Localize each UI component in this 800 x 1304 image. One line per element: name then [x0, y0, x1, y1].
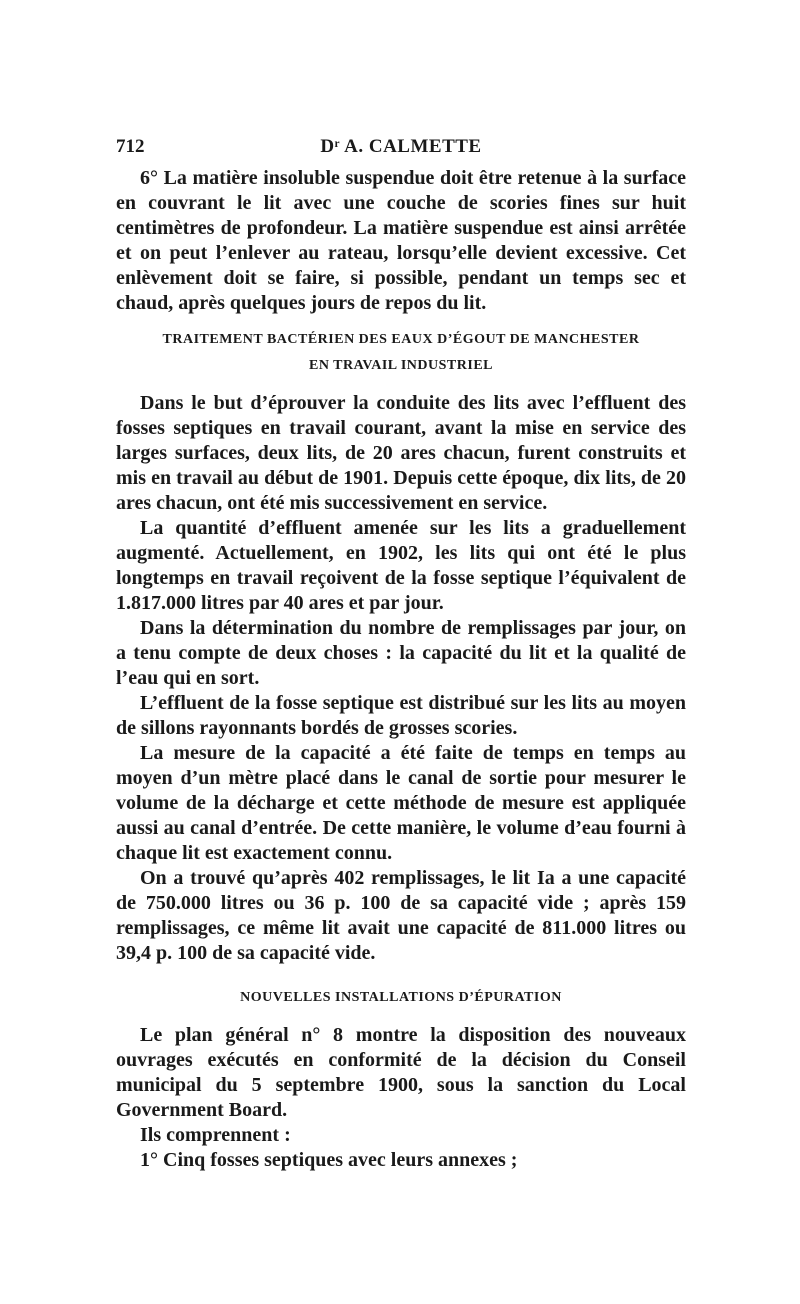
section2-paragraph: Ils comprennent : [140, 1124, 291, 1146]
section2-list-item: 1° Cinq fosses septiques avec leurs annexes ; [140, 1149, 518, 1171]
section-heading-line-1: TRAITEMENT BACTÉRIEN DES EAUX D’ÉGOUT DE MANCHESTER [162, 332, 640, 347]
section2-paragraph: Le plan général n° 8 montre la disposition des nouveaux ouvrages exécutés en conformité de la décision du Conseil municipal du 5 septembre 1900, sous la sanction du Local Government Board. [116, 1024, 686, 1121]
page-number: 712 [116, 136, 145, 157]
section1-paragraph: On a trouvé qu’après 402 remplissages, le lit Ia a une capacité de 750.000 litres ou 36 p. 100 de sa capacité vide ; après 159 remplissages, ce même lit avait une capacité de 811.000 litres ou 39,4 p. 100 de sa capacité vide. [116, 867, 686, 964]
section1-paragraph: La mesure de la capacité a été faite de temps en temps au moyen d’un mètre placé dans le canal de sortie pour mesurer le volume de la décharge et cette méthode de mesure est appliquée aussi au canal d’entrée. De cette manière, le volume d’eau fourni à chaque lit est exactement connu. [116, 742, 686, 864]
section1-paragraph: L’effluent de la fosse septique est distribué sur les lits au moyen de sillons rayonnants bordés de grosses scories. [116, 692, 686, 739]
section2-heading: NOUVELLES INSTALLATIONS D’ÉPURATION [240, 990, 562, 1005]
section1-paragraph: La quantité d’effluent amenée sur les lits a graduellement augmenté. Actuellement, en 1902, les lits qui ont été le plus longtemps en travail reçoivent de la fosse septique l’équivalent de 1.817.000 litres par 40 ares et par jour. [116, 517, 686, 614]
intro-paragraph: 6° La matière insoluble suspendue doit être retenue à la surface en couvrant le lit avec une couche de scories fines sur huit centimètres de profondeur. La matière suspendue est ainsi arrêtée et on peut l’enlever au rateau, lorsqu’elle devient excessive. Cet enlèvement doit se faire, si possible, pendant un temps sec et chaud, après quelques jours de repos du lit. [116, 167, 686, 314]
section-heading-line-2: EN TRAVAIL INDUSTRIEL [308, 358, 494, 373]
section1-paragraph: Dans la détermination du nombre de remplissages par jour, on a tenu compte de deux choses : la capacité du lit et la qualité de l’eau qui en sort. [116, 617, 686, 689]
section1-paragraph: Dans le but d’éprouver la conduite des lits avec l’effluent des fosses septiques en travail courant, avant la mise en service des larges surfaces, deux lits, de 20 ares chacun, furent construits et mis en travail au début de 1901. Depuis cette époque, dix lits, de 20 ares chacun, ont été mis successivement en service. [116, 392, 686, 514]
page-body [116, 166, 686, 1173]
running-header [116, 136, 686, 160]
author-header: Dʳ A. CALMETTE [320, 136, 482, 157]
